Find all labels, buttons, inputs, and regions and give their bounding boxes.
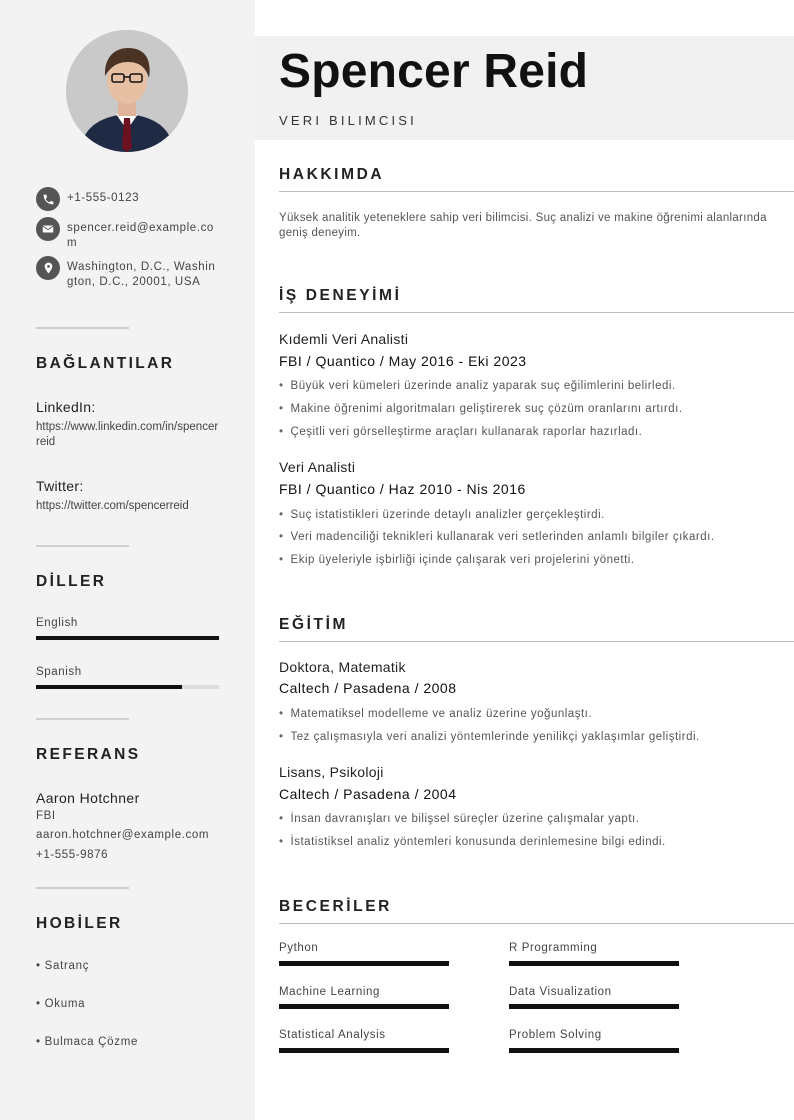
language-name: English: [36, 617, 78, 629]
section-rule: [279, 191, 794, 192]
hobby-label: Okuma: [44, 998, 86, 1010]
degree-bullet: • İnsan davranışları ve bilişsel süreçler üzerine çalışmalar yaptı.: [279, 813, 639, 825]
skill-bar: [279, 961, 449, 966]
section-rule: [279, 312, 794, 313]
about-heading: HAKKIMDA: [279, 166, 385, 183]
contact-address: [36, 256, 217, 290]
reference-name: Aaron Hotchner: [36, 790, 140, 806]
job-bullet: • Veri madenciliği teknikleri kullanarak veri setlerinden anlamlı bilgiler çıkardı.: [279, 531, 715, 543]
twitter-url[interactable]: https://twitter.com/spencerreid: [36, 500, 189, 512]
job-bullet: • Makine öğrenimi algoritmaları geliştirerek suç çözüm oranlarını artırdı.: [279, 403, 683, 415]
map-pin-icon: [36, 256, 60, 280]
skill-bar: [509, 961, 679, 966]
envelope-icon: [36, 217, 60, 241]
skill-bar: [509, 1048, 679, 1053]
degree-meta: Caltech / Pasadena / 2008: [279, 680, 457, 696]
contact-email: [36, 217, 217, 251]
degree-bullet: • Tez çalışmasıyla veri analizi yöntemlerinde yenilikçi yaklaşımlar geliştirdi.: [279, 731, 700, 743]
language-bar-fill: [36, 636, 219, 640]
skill-bar-fill: [509, 961, 679, 966]
job-meta: FBI / Quantico / May 2016 - Eki 2023: [279, 353, 527, 369]
languages-heading: DİLLER: [36, 573, 107, 590]
sidebar-divider: [36, 718, 129, 720]
job-bullet: • Suç istatistikleri üzerinde detaylı analizler gerçekleştirdi.: [279, 509, 605, 521]
linkedin-url[interactable]: https://www.linkedin.com/in/spencerreid: [36, 421, 219, 448]
address-text: Washington, D.C., Washington, D.C., 20001, USA: [67, 261, 216, 288]
person-role: VERI BILIMCISI: [279, 113, 417, 128]
twitter-label: Twitter:: [36, 478, 84, 494]
job-bullet: • Çeşitli veri görselleştirme araçları kullanarak raporlar hazırladı.: [279, 426, 642, 438]
phone-icon: [36, 187, 60, 211]
skill-name: Problem Solving: [509, 1029, 602, 1041]
sidebar-divider: [36, 887, 129, 889]
avatar-portrait: [66, 30, 188, 152]
degree-meta: Caltech / Pasadena / 2004: [279, 786, 457, 802]
skill-bar-fill: [279, 1004, 449, 1009]
linkedin-label: LinkedIn:: [36, 399, 96, 415]
sidebar-divider: [36, 327, 129, 329]
skill-bar: [279, 1004, 449, 1009]
degree-title: Lisans, Psikoloji: [279, 764, 384, 780]
section-rule: [279, 923, 794, 924]
experience-heading: İŞ DENEYİMİ: [279, 287, 402, 304]
links-heading: BAĞLANTILAR: [36, 355, 175, 372]
job-bullet: • Büyük veri kümeleri üzerinde analiz yaparak suç eğilimlerini belirledi.: [279, 380, 676, 392]
about-text: Yüksek analitik yeteneklere sahip veri bilimcisi. Suç analizi ve makine öğrenimi alanlarında geniş deneyim.: [279, 212, 767, 239]
job-title: Kıdemli Veri Analisti: [279, 331, 409, 347]
hobby-item: • Okuma: [36, 998, 86, 1010]
skill-name: Data Visualization: [509, 986, 612, 998]
reference-org: FBI: [36, 810, 56, 822]
degree-bullet: • İstatistiksel analiz yöntemleri konusunda derinlemesine bilgi edindi.: [279, 836, 666, 848]
job-bullet: • Ekip üyeleriyle işbirliği içinde çalışarak veri projelerini yönetti.: [279, 554, 635, 566]
contact-phone: [36, 187, 217, 211]
phone-text: +1-555-0123: [67, 192, 140, 204]
skill-bar-fill: [509, 1048, 679, 1053]
language-name: Spanish: [36, 666, 82, 678]
reference-heading: REFERANS: [36, 746, 141, 763]
skill-bar: [279, 1048, 449, 1053]
hobby-label: Bulmaca Çözme: [44, 1036, 139, 1048]
hobby-label: Satranç: [44, 960, 90, 972]
skill-bar: [509, 1004, 679, 1009]
degree-bullet: • Matematiksel modelleme ve analiz üzerine yoğunlaştı.: [279, 708, 592, 720]
skill-name: Machine Learning: [279, 986, 381, 998]
language-bar: [36, 685, 219, 689]
skill-name: Statistical Analysis: [279, 1029, 386, 1041]
skill-bar-fill: [509, 1004, 679, 1009]
hobby-item: • Satranç: [36, 960, 90, 972]
language-bar: [36, 636, 219, 640]
avatar: [66, 30, 188, 152]
skill-name: R Programming: [509, 942, 598, 954]
reference-phone: +1-555-9876: [36, 849, 109, 861]
skill-bar-fill: [279, 1048, 449, 1053]
job-meta: FBI / Quantico / Haz 2010 - Nis 2016: [279, 481, 526, 497]
hobbies-heading: HOBİLER: [36, 915, 123, 932]
hobby-item: • Bulmaca Çözme: [36, 1036, 139, 1048]
skills-heading: BECERİLER: [279, 898, 392, 915]
reference-email[interactable]: aaron.hotchner@example.com: [36, 829, 210, 841]
sidebar-divider: [36, 545, 129, 547]
job-title: Veri Analisti: [279, 459, 356, 475]
degree-title: Doktora, Matematik: [279, 659, 406, 675]
section-rule: [279, 641, 794, 642]
education-heading: EĞİTİM: [279, 616, 348, 633]
email-text[interactable]: spencer.reid@example.com: [67, 222, 214, 249]
person-name: Spencer Reid: [279, 45, 589, 98]
skill-name: Python: [279, 942, 319, 954]
sidebar: [0, 0, 255, 1120]
language-bar-fill: [36, 685, 182, 689]
skill-bar-fill: [279, 961, 449, 966]
